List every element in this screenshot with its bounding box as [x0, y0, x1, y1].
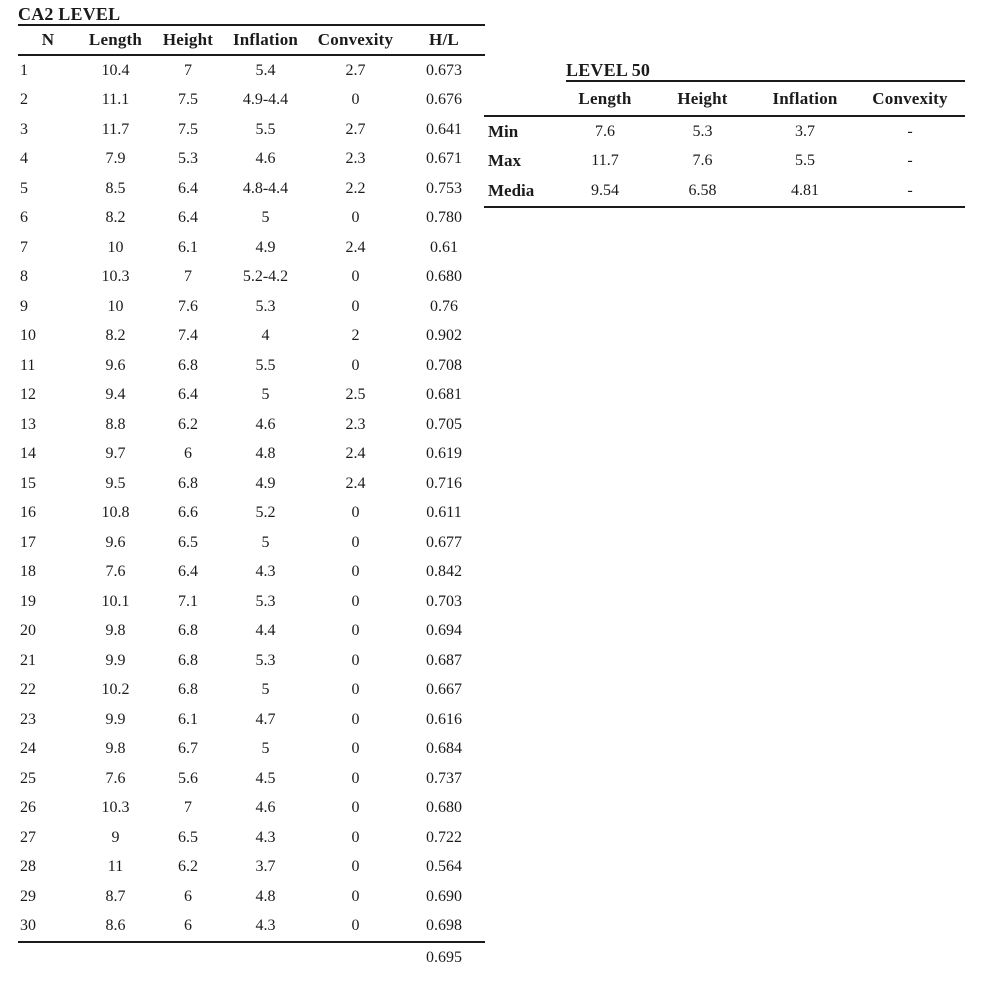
ca2-cell-hl: 0.780 — [426, 209, 462, 227]
ca2-cell-convexity: 0 — [351, 799, 360, 817]
ca2-cell-n: 16 — [20, 504, 36, 522]
level50-cell-convexity: - — [907, 152, 913, 170]
ca2-cell-convexity: 0 — [351, 533, 360, 551]
ca2-cell-n: 1 — [20, 61, 28, 79]
ca2-cell-height: 6.7 — [178, 740, 198, 758]
ca2-cell-convexity: 0 — [351, 740, 360, 758]
ca2-cell-height: 7 — [184, 61, 192, 79]
ca2-cell-hl: 0.61 — [430, 238, 458, 256]
ca2-cell-length: 9 — [111, 828, 120, 846]
level50-column-header-inflation: Inflation — [755, 82, 855, 116]
ca2-cell-hl: 0.716 — [426, 474, 462, 492]
level50-header-empty-cell — [484, 82, 560, 116]
level50-row-label-min: Min — [488, 121, 519, 141]
ca2-cell-height: 6.4 — [178, 179, 198, 197]
level50-cell-height: 7.6 — [692, 152, 713, 170]
ca2-column-header-height: Height — [153, 25, 223, 55]
ca2-cell-length: 9.9 — [105, 651, 126, 669]
level50-table — [484, 82, 965, 208]
level50-cell-inflation: 3.7 — [795, 122, 815, 140]
level50-cell-height: 5.3 — [692, 122, 713, 140]
ca2-cell-length: 8.2 — [105, 327, 126, 345]
level50-cell-inflation: 5.5 — [795, 152, 815, 170]
ca2-table-row — [18, 823, 485, 853]
ca2-cell-height: 6.4 — [178, 386, 198, 404]
level50-column-header-convexity: Convexity — [855, 82, 965, 116]
ca2-cell-length: 8.7 — [105, 887, 126, 905]
ca2-cell-convexity: 0 — [351, 651, 360, 669]
ca2-cell-hl: 0.708 — [426, 356, 462, 374]
level50-header-row — [484, 82, 965, 116]
ca2-cell-n: 9 — [20, 297, 28, 315]
ca2-cell-height: 6.5 — [178, 828, 198, 846]
ca2-cell-convexity: 0 — [351, 356, 360, 374]
ca2-cell-n: 28 — [20, 858, 36, 876]
ca2-cell-length: 10.3 — [101, 268, 130, 286]
ca2-cell-convexity: 2.3 — [345, 415, 366, 433]
ca2-cell-length: 10.8 — [101, 504, 130, 522]
level50-cell-height: 6.58 — [650, 176, 755, 207]
ca2-cell-height: 7.1 — [178, 592, 198, 610]
ca2-cell-height: 6 — [184, 887, 192, 905]
ca2-cell-n: 30 — [18, 912, 78, 943]
ca2-cell-hl: 0.902 — [426, 327, 462, 345]
ca2-cell-hl: 0.680 — [426, 268, 462, 286]
ca2-cell-hl: 0.722 — [426, 828, 462, 846]
ca2-cell-height: 6 — [184, 445, 192, 463]
ca2-cell-convexity: 0 — [351, 710, 360, 728]
ca2-cell-length: 7.9 — [105, 150, 126, 168]
level50-cell-convexity: - — [855, 176, 965, 207]
ca2-cell-height: 6.4 — [178, 209, 198, 227]
ca2-cell-n: 24 — [20, 740, 36, 758]
ca2-cell-n: 25 — [20, 769, 36, 787]
ca2-cell-hl: 0.611 — [426, 504, 462, 522]
ca2-cell-hl: 0.705 — [426, 415, 462, 433]
ca2-cell-inflation: 5.2-4.2 — [242, 268, 289, 286]
ca2-cell-height: 6.2 — [178, 415, 198, 433]
ca2-table-row — [18, 764, 485, 794]
ca2-cell-n: 18 — [20, 563, 36, 581]
ca2-cell-convexity: 2.7 — [345, 61, 366, 79]
ca2-cell-height: 7 — [184, 268, 192, 286]
ca2-cell-length: 7.6 — [105, 563, 126, 581]
ca2-cell-convexity: 0 — [351, 297, 360, 315]
ca2-table-row — [18, 55, 485, 86]
ca2-column-header-convexity: Convexity — [308, 25, 403, 55]
ca2-cell-inflation: 4.3 — [255, 828, 276, 846]
ca2-table-row — [18, 558, 485, 588]
level50-column-header-length: Length — [560, 82, 650, 116]
ca2-table-row — [18, 292, 485, 322]
ca2-cell-hl: 0.681 — [426, 386, 462, 404]
ca2-cell-length: 9.6 — [105, 356, 126, 374]
ca2-table-row — [18, 351, 485, 381]
ca2-cell-convexity: 0 — [351, 622, 360, 640]
ca2-cell-n: 20 — [20, 622, 36, 640]
ca2-cell-n: 27 — [20, 828, 36, 846]
ca2-cell-n: 5 — [20, 179, 28, 197]
ca2-cell-convexity: 0 — [351, 91, 360, 109]
level50-cell-length: 11.7 — [591, 152, 619, 170]
ca2-table-row — [18, 705, 485, 735]
ca2-cell-inflation: 4.3 — [223, 912, 308, 943]
ca2-cell-hl: 0.667 — [426, 681, 462, 699]
ca2-cell-inflation: 5 — [261, 740, 270, 758]
ca2-cell-length: 11.7 — [101, 120, 130, 138]
ca2-cell-height: 6.4 — [178, 563, 198, 581]
ca2-table-row — [18, 115, 485, 145]
level50-table-section — [484, 60, 965, 208]
ca2-cell-length: 11.1 — [101, 91, 130, 109]
ca2-cell-inflation: 5.3 — [255, 297, 276, 315]
ca2-cell-convexity: 0 — [308, 912, 403, 943]
ca2-cell-length: 10.1 — [101, 592, 130, 610]
ca2-cell-n: 13 — [20, 415, 36, 433]
ca2-cell-hl: 0.641 — [426, 120, 462, 138]
ca2-cell-convexity: 2.3 — [345, 150, 366, 168]
ca2-cell-convexity: 0 — [351, 592, 360, 610]
level50-cell-length: 7.6 — [595, 122, 615, 140]
ca2-cell-height: 7.6 — [178, 297, 198, 315]
ca2-cell-n: 10 — [20, 327, 36, 345]
ca2-cell-inflation: 4.8-4.4 — [242, 179, 289, 197]
ca2-table-row — [18, 646, 485, 676]
ca2-table-row — [18, 410, 485, 440]
ca2-cell-n: 6 — [20, 209, 28, 227]
ca2-table-row — [18, 204, 485, 234]
ca2-cell-length: 8.6 — [78, 912, 153, 943]
ca2-cell-height: 6.8 — [178, 356, 198, 374]
ca2-cell-convexity: 0 — [351, 769, 360, 787]
ca2-column-header-inflation: Inflation — [223, 25, 308, 55]
ca2-cell-inflation: 4.6 — [255, 799, 276, 817]
ca2-cell-convexity: 0 — [351, 563, 360, 581]
ca2-cell-n: 21 — [20, 651, 36, 669]
ca2-cell-length: 9.7 — [105, 445, 126, 463]
ca2-table-row — [18, 853, 485, 883]
level50-table-body — [484, 116, 965, 207]
ca2-cell-height: 7.5 — [178, 120, 198, 138]
ca2-footer-empty-cell — [223, 942, 308, 973]
ca2-column-header-hl: H/L — [403, 25, 485, 55]
ca2-cell-height: 6.8 — [178, 681, 198, 699]
ca2-cell-length: 9.4 — [105, 386, 126, 404]
ca2-table-title: CA2 LEVEL — [18, 4, 121, 24]
ca2-cell-inflation: 5.4 — [255, 61, 276, 79]
ca2-cell-hl: 0.753 — [426, 179, 462, 197]
ca2-cell-inflation: 5.2 — [255, 504, 276, 522]
ca2-cell-inflation: 4.7 — [255, 710, 276, 728]
ca2-cell-convexity: 2.4 — [345, 474, 366, 492]
ca2-cell-height: 6.6 — [178, 504, 198, 522]
ca2-cell-hl: 0.677 — [426, 533, 462, 551]
ca2-cell-length: 10.2 — [101, 681, 130, 699]
ca2-cell-n: 26 — [20, 799, 36, 817]
ca2-cell-height: 5.3 — [178, 150, 198, 168]
ca2-cell-length: 11 — [107, 858, 124, 876]
ca2-table — [18, 24, 485, 973]
ca2-cell-height: 7.5 — [178, 91, 198, 109]
ca2-cell-convexity: 2.7 — [345, 120, 366, 138]
ca2-cell-inflation: 4.9 — [255, 238, 276, 256]
ca2-cell-convexity: 0 — [351, 828, 360, 846]
ca2-cell-convexity: 0 — [351, 268, 360, 286]
ca2-cell-hl: 0.703 — [426, 592, 462, 610]
ca2-cell-hl: 0.684 — [426, 740, 462, 758]
ca2-cell-n: 8 — [20, 268, 28, 286]
ca2-cell-length: 8.8 — [105, 415, 126, 433]
ca2-level-table-section — [18, 4, 485, 973]
ca2-column-header-length: Length — [78, 25, 153, 55]
ca2-table-row — [18, 587, 485, 617]
ca2-cell-length: 10.3 — [101, 799, 130, 817]
ca2-cell-hl: 0.687 — [426, 651, 462, 669]
level50-table-row — [484, 116, 965, 147]
ca2-cell-inflation: 5 — [261, 533, 270, 551]
ca2-cell-n: 12 — [20, 386, 36, 404]
ca2-cell-convexity: 2 — [351, 327, 360, 345]
ca2-cell-height: 5.6 — [178, 769, 198, 787]
ca2-cell-inflation: 4.4 — [255, 622, 276, 640]
ca2-table-header — [18, 25, 485, 55]
ca2-cell-inflation: 5.3 — [255, 592, 276, 610]
level50-column-header-height: Height — [650, 82, 755, 116]
ca2-cell-n: 2 — [20, 91, 28, 109]
ca2-cell-length: 10.4 — [101, 61, 130, 79]
level50-cell-convexity: - — [907, 122, 913, 140]
ca2-cell-length: 10 — [107, 238, 124, 256]
ca2-cell-n: 11 — [20, 356, 36, 374]
ca2-footer-hl-mean: 0.695 — [426, 949, 462, 966]
ca2-table-row — [18, 735, 485, 765]
ca2-cell-convexity: 0 — [351, 858, 360, 876]
ca2-cell-inflation: 4.9 — [255, 474, 276, 492]
ca2-table-row — [18, 499, 485, 529]
ca2-cell-hl: 0.616 — [426, 710, 462, 728]
ca2-cell-n: 23 — [20, 710, 36, 728]
level50-cell-length: 9.54 — [560, 176, 650, 207]
ca2-table-row — [18, 469, 485, 499]
ca2-table-row — [18, 322, 485, 352]
level50-row-label-media: Media — [484, 176, 560, 207]
ca2-cell-hl: 0.76 — [430, 297, 458, 315]
ca2-table-row — [18, 912, 485, 943]
ca2-cell-n: 22 — [20, 681, 36, 699]
ca2-cell-inflation: 4.9-4.4 — [242, 91, 289, 109]
ca2-cell-length: 9.8 — [105, 740, 126, 758]
ca2-cell-n: 17 — [20, 533, 36, 551]
ca2-cell-inflation: 4 — [261, 327, 270, 345]
level50-table-row — [484, 147, 965, 177]
ca2-cell-hl: 0.694 — [426, 622, 462, 640]
ca2-cell-n: 15 — [20, 474, 36, 492]
ca2-cell-hl: 0.564 — [426, 858, 462, 876]
ca2-cell-height: 7 — [184, 799, 192, 817]
ca2-cell-length: 9.5 — [105, 474, 126, 492]
ca2-cell-convexity: 2.2 — [345, 179, 366, 197]
ca2-footer-empty-cell — [18, 942, 78, 973]
ca2-table-row — [18, 882, 485, 912]
ca2-cell-hl: 0.737 — [426, 769, 462, 787]
ca2-table-row — [18, 528, 485, 558]
ca2-table-row — [18, 233, 485, 263]
ca2-cell-length: 10 — [107, 297, 124, 315]
ca2-cell-inflation: 4.5 — [255, 769, 276, 787]
ca2-cell-convexity: 0 — [351, 209, 360, 227]
ca2-cell-convexity: 2.4 — [345, 238, 366, 256]
ca2-footer-empty-cell — [153, 942, 223, 973]
ca2-cell-convexity: 0 — [351, 887, 360, 905]
ca2-cell-inflation: 5 — [261, 681, 270, 699]
ca2-table-row — [18, 794, 485, 824]
ca2-table-row — [18, 145, 485, 175]
ca2-table-row — [18, 676, 485, 706]
ca2-table-row — [18, 617, 485, 647]
ca2-cell-length: 9.8 — [105, 622, 126, 640]
ca2-cell-hl: 0.676 — [426, 91, 462, 109]
ca2-table-row — [18, 86, 485, 116]
ca2-cell-n: 19 — [20, 592, 36, 610]
ca2-column-header-n: N — [18, 25, 78, 55]
ca2-table-row — [18, 174, 485, 204]
ca2-cell-length: 9.6 — [105, 533, 126, 551]
ca2-cell-inflation: 5.3 — [255, 651, 276, 669]
ca2-cell-inflation: 5 — [261, 209, 270, 227]
ca2-cell-inflation: 4.8 — [255, 887, 276, 905]
ca2-cell-n: 4 — [20, 150, 28, 168]
ca2-cell-inflation: 5.5 — [255, 120, 276, 138]
ca2-table-row — [18, 263, 485, 293]
ca2-cell-inflation: 4.8 — [255, 445, 276, 463]
level50-row-label-max: Max — [488, 151, 522, 171]
ca2-cell-length: 9.9 — [105, 710, 126, 728]
level50-table-row — [484, 176, 965, 207]
ca2-table-row — [18, 440, 485, 470]
ca2-cell-n: 3 — [20, 120, 28, 138]
ca2-cell-hl: 0.680 — [426, 799, 462, 817]
ca2-cell-inflation: 5 — [261, 386, 270, 404]
ca2-header-row — [18, 25, 485, 55]
ca2-cell-height: 6.1 — [178, 710, 198, 728]
level50-cell-inflation: 4.81 — [755, 176, 855, 207]
ca2-cell-height: 6.5 — [178, 533, 198, 551]
ca2-cell-inflation: 4.6 — [255, 415, 276, 433]
ca2-cell-height: 6.8 — [178, 474, 198, 492]
ca2-cell-length: 8.5 — [105, 179, 126, 197]
ca2-cell-height: 6.2 — [178, 858, 198, 876]
level50-table-header — [484, 82, 965, 116]
ca2-cell-convexity: 2.5 — [345, 386, 366, 404]
ca2-cell-height: 6.8 — [178, 622, 198, 640]
ca2-cell-hl: 0.690 — [426, 887, 462, 905]
ca2-footer-empty-cell — [78, 942, 153, 973]
ca2-cell-inflation: 4.6 — [255, 150, 276, 168]
level50-table-title: LEVEL 50 — [566, 60, 965, 82]
ca2-cell-hl: 0.619 — [426, 445, 462, 463]
ca2-table-footer — [18, 942, 485, 973]
ca2-cell-hl: 0.673 — [426, 61, 462, 79]
ca2-cell-hl: 0.842 — [426, 563, 462, 581]
ca2-cell-height: 6.8 — [178, 651, 198, 669]
ca2-cell-height: 7.4 — [178, 327, 198, 345]
ca2-footer-empty-cell — [308, 942, 403, 973]
ca2-cell-hl: 0.698 — [403, 912, 485, 943]
ca2-cell-convexity: 2.4 — [345, 445, 366, 463]
ca2-cell-length: 7.6 — [105, 769, 126, 787]
ca2-cell-n: 7 — [20, 238, 28, 256]
ca2-cell-height: 6 — [153, 912, 223, 943]
ca2-cell-convexity: 0 — [351, 681, 360, 699]
ca2-cell-n: 29 — [20, 887, 36, 905]
ca2-cell-n: 14 — [20, 445, 36, 463]
ca2-cell-inflation: 5.5 — [255, 356, 276, 374]
ca2-cell-height: 6.1 — [178, 238, 198, 256]
ca2-cell-convexity: 0 — [351, 504, 360, 522]
ca2-cell-inflation: 4.3 — [255, 563, 276, 581]
ca2-cell-inflation: 3.7 — [255, 858, 276, 876]
ca2-cell-length: 8.2 — [105, 209, 126, 227]
ca2-cell-hl: 0.671 — [426, 150, 462, 168]
ca2-table-body — [18, 55, 485, 942]
ca2-footer-row — [18, 942, 485, 973]
ca2-table-row — [18, 381, 485, 411]
